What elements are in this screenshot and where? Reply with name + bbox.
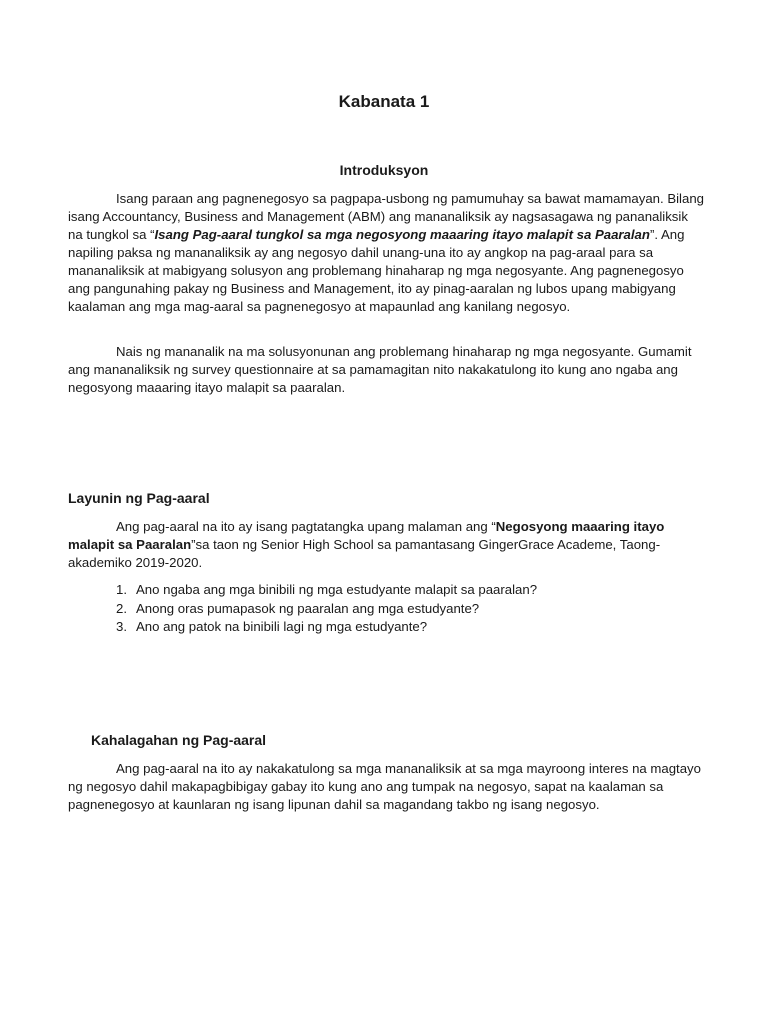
significance-paragraph	[68, 760, 704, 814]
objectives-text-a: Ang pag-aaral na ito ay isang pagtatangka upang malaman ang “	[116, 519, 496, 534]
significance-heading: Kahalagahan ng Pag-aaral	[91, 732, 267, 748]
objectives-text-b: ”sa taon ng Senior High School sa pamantasang GingerGrace Academe, Taong-akademiko 2019-2020.	[68, 537, 661, 570]
intro-p1-text-a: Isang paraan ang pagnenegosyo sa pagpapa-usbong ng pamumuhay sa bawat mamamayan. Bilang isang Accountancy, Business and Management (ABM) ang mananaliksik ay nagsasagawa ng pananaliksik na tungkol sa “	[68, 191, 704, 242]
list-item-number: 1.	[116, 582, 127, 597]
objectives-heading: Layunin ng Pag-aaral	[68, 490, 210, 506]
list-item	[116, 618, 537, 637]
chapter-title: Kabanata 1	[338, 92, 430, 111]
introduction-paragraph-1	[68, 190, 704, 316]
list-item-text: Anong oras pumapasok ng paaralan ang mga estudyante?	[136, 600, 480, 616]
intro-study-title: Isang Pag-aaral tungkol sa mga negosyong maaaring itayo malapit sa Paaralan	[154, 227, 650, 242]
list-item	[116, 600, 537, 619]
intro-p2-text: Nais ng mananalik na ma solusyonunan ang problemang hinaharap ng mga negosyante. Gumamit ang mananaliksik ng survey questionnaire at sa pamamagitan nito nakakatulong ito kung ano ngaba ang negosyong maaaring itayo malapit sa paaralan.	[68, 344, 692, 395]
introduction-heading: Introduksyon	[339, 162, 429, 178]
research-questions-list	[116, 581, 537, 637]
list-item-number: 2.	[116, 600, 127, 616]
intro-p1-text-b: ”. Ang napiling paksa ng mananaliksik ay ang negosyo dahil unang-una ito ay angkop na pag-araal para sa mananaliksik at mabigyang solusyon ang problemang hinaharap ng mga negosyante. Ang pagnenegosyo ang pangunahing pakay ng Business and Management, ito ay pinag-aaralan ng lubos upang mabigyang kaalaman ang mga mag-aaral sa pagnenegosyo at mapaunlad ang kanilang negosyo.	[68, 227, 685, 314]
introduction-paragraph-2	[68, 343, 704, 397]
list-item-text: Ano ang patok na binibili lagi ng mga estudyante?	[136, 619, 428, 634]
significance-text: Ang pag-aaral na ito ay nakakatulong sa mga mananaliksik at sa mga mayroong interes na magtayo ng negosyo dahil makapagbibigay gabay ito kung ano ang tumpak na negosyo, sapat na kaalaman sa pagnenegosyo at kaunlaran ng isang lipunan dahil sa magandang takbo ng isang negosyo.	[68, 761, 701, 812]
objectives-paragraph	[68, 518, 704, 572]
list-item-text: Ano ngaba ang mga binibili ng mga estudyante malapit sa paaralan?	[136, 582, 538, 597]
objectives-study-title: Negosyong maaaring itayo malapit sa Paaralan	[68, 519, 665, 552]
list-item-number: 3.	[116, 619, 127, 634]
list-item	[116, 581, 537, 600]
